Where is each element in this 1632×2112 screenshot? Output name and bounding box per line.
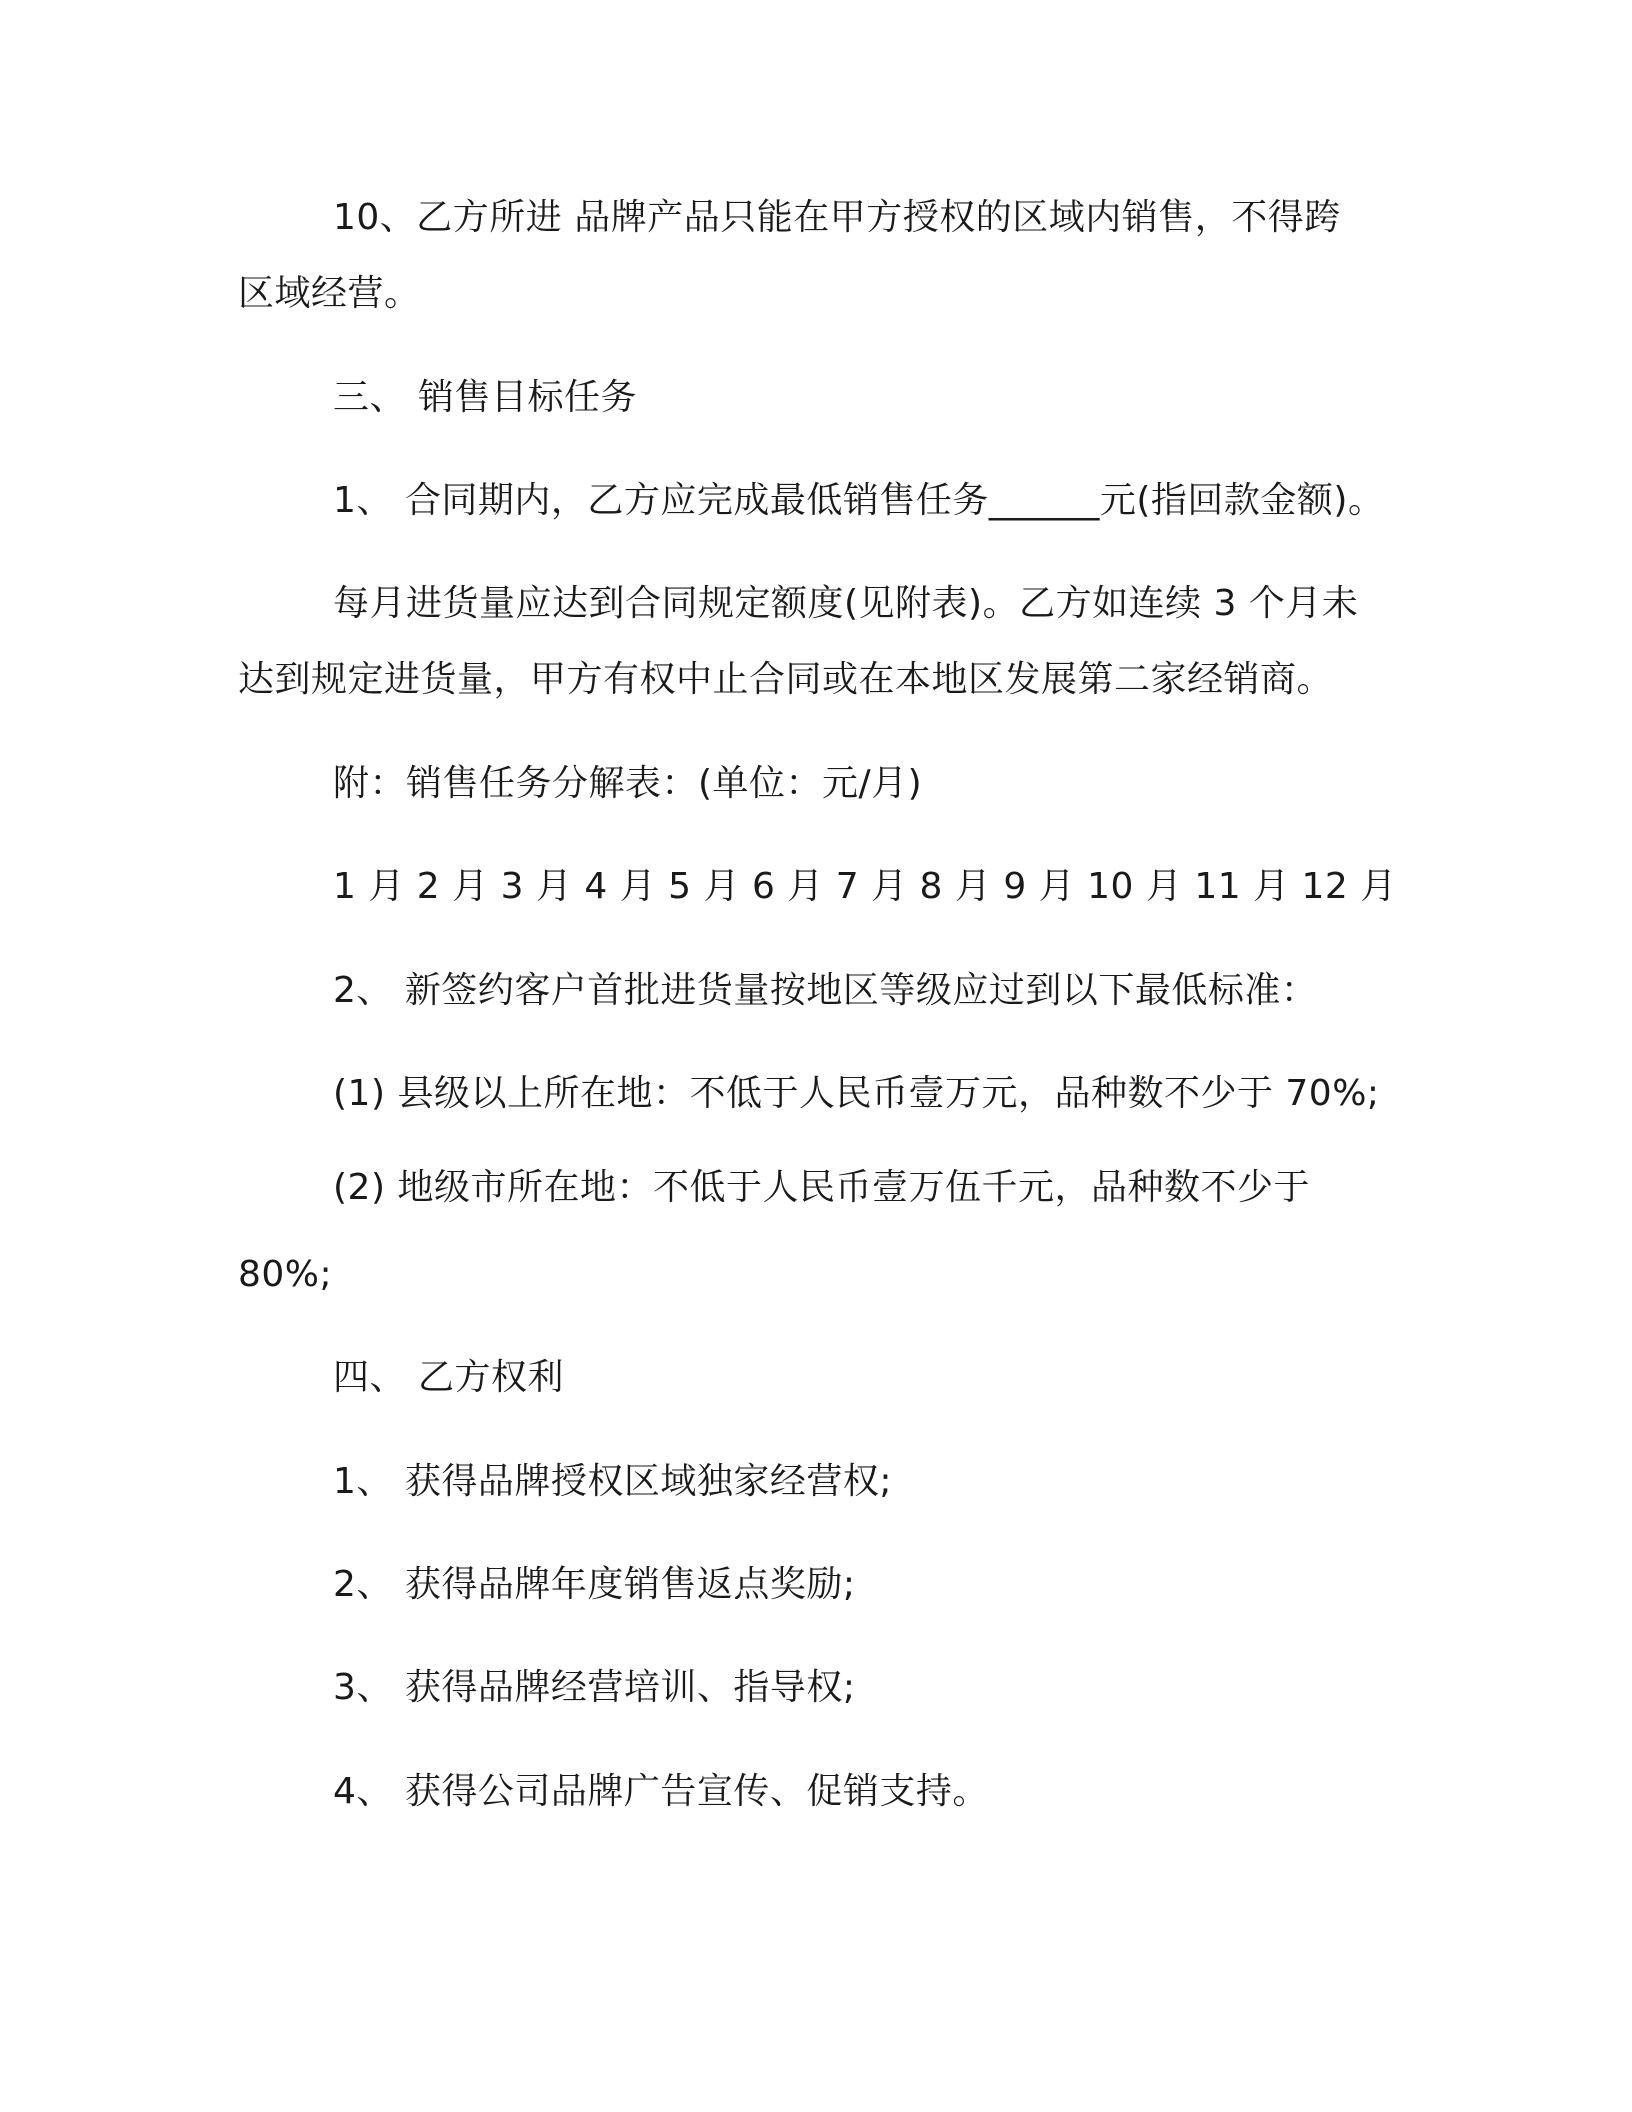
section-3-item-1: 1、 合同期内，乙方应完成最低销售任务______元(指回款金额)。 xyxy=(333,480,1385,521)
monthly-requirement-line-2: 达到规定进货量，甲方有权中止合同或在本地区发展第二家经销商。 xyxy=(238,659,1334,700)
months-row: 1 月 2 月 3 月 4 月 5 月 6 月 7 月 8 月 9 月 10 月 11 月 12 月 xyxy=(333,866,1397,907)
standard-prefecture-line-2: 80%; xyxy=(238,1254,333,1295)
section-3-item-2: 2、 新签约客户首批进货量按地区等级应过到以下最低标准： xyxy=(333,970,1318,1011)
clause-10-line-1: 10、乙方所进 品牌产品只能在甲方授权的区域内销售，不得跨 xyxy=(333,197,1341,238)
clause-10-line-2: 区域经营。 xyxy=(238,273,421,314)
standard-prefecture-line-1: (2) 地级市所在地：不低于人民币壹万伍千元，品种数不少于 xyxy=(333,1167,1310,1208)
right-item-1: 1、 获得品牌授权区域独家经营权; xyxy=(333,1461,892,1502)
standard-county-level: (1) 县级以上所在地：不低于人民币壹万元，品种数不少于 70%; xyxy=(333,1073,1380,1114)
section-3-heading: 三、 销售目标任务 xyxy=(333,377,637,418)
section-4-heading: 四、 乙方权利 xyxy=(333,1357,564,1398)
right-item-2: 2、 获得品牌年度销售返点奖励; xyxy=(333,1564,856,1605)
right-item-3: 3、 获得品牌经营培训、指导权; xyxy=(333,1667,856,1708)
right-item-4: 4、 获得公司品牌广告宣传、促销支持。 xyxy=(333,1771,989,1812)
monthly-requirement-line-1: 每月进货量应达到合同规定额度(见附表)。乙方如连续 3 个月未 xyxy=(333,583,1359,624)
appendix-table-title: 附：销售任务分解表：(单位：元/月) xyxy=(333,763,923,804)
